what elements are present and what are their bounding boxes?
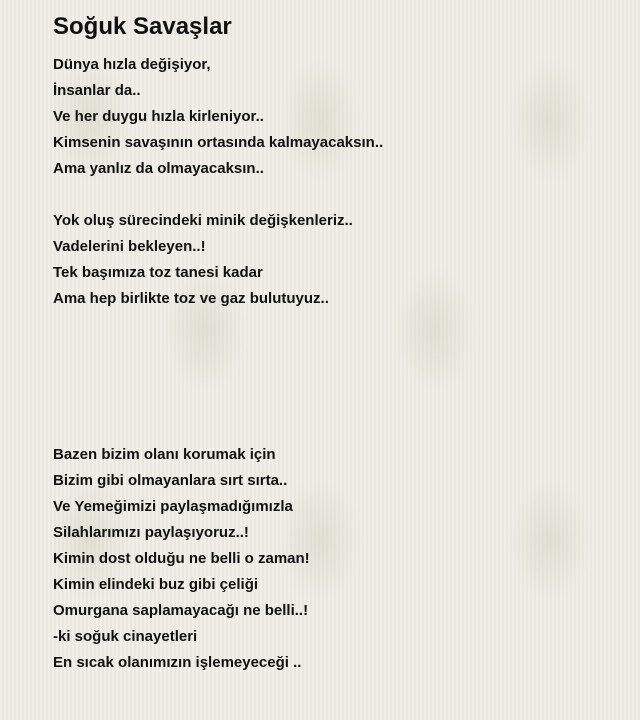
poem-line: Omurgana saplamayacağı ne belli..! — [53, 602, 309, 619]
poem-line: Ve her duygu hızla kirleniyor.. — [53, 108, 264, 125]
poem-line: Yok oluş sürecindeki minik değişkenleriz.. — [53, 212, 353, 229]
poem-line: Kimsenin savaşının ortasında kalmayacaksın.. — [53, 134, 384, 151]
poem-line: Kimin elindeki buz gibi çeliği — [53, 576, 259, 593]
poem-title: Soğuk Savaşlar — [53, 13, 232, 40]
poem-line: Kimin dost olduğu ne belli o zaman! — [53, 550, 310, 567]
stanza-spacer — [53, 182, 623, 208]
poem-line: Ve Yemeğimizi paylaşmadığımızla — [53, 498, 293, 515]
poem-line: Tek başımıza toz tanesi kadar — [53, 264, 263, 281]
stanza-3 — [53, 442, 623, 676]
poem-line: Bizim gibi olmayanlara sırt sırta.. — [53, 472, 288, 489]
poem-line: Bazen bizim olanı korumak için — [53, 446, 276, 463]
poem-line: Ama hep birlikte toz ve gaz bulutuyuz.. — [53, 290, 329, 307]
stanza-spacer — [53, 312, 623, 442]
poem-line: İnsanlar da.. — [53, 82, 141, 99]
poem-line: Ama yanlız da olmayacaksın.. — [53, 160, 264, 177]
poem-container — [53, 10, 623, 676]
poem-line: Dünya hızla değişiyor, — [53, 56, 211, 73]
stanza-1 — [53, 52, 623, 182]
poem-line: -ki soğuk cinayetleri — [53, 628, 198, 645]
stanza-2 — [53, 208, 623, 312]
poem-line: En sıcak olanımızın işlemeyeceği .. — [53, 654, 302, 671]
poem-line: Vadelerini bekleyen..! — [53, 238, 206, 255]
poem-line: Silahlarımızı paylaşıyoruz..! — [53, 524, 249, 541]
